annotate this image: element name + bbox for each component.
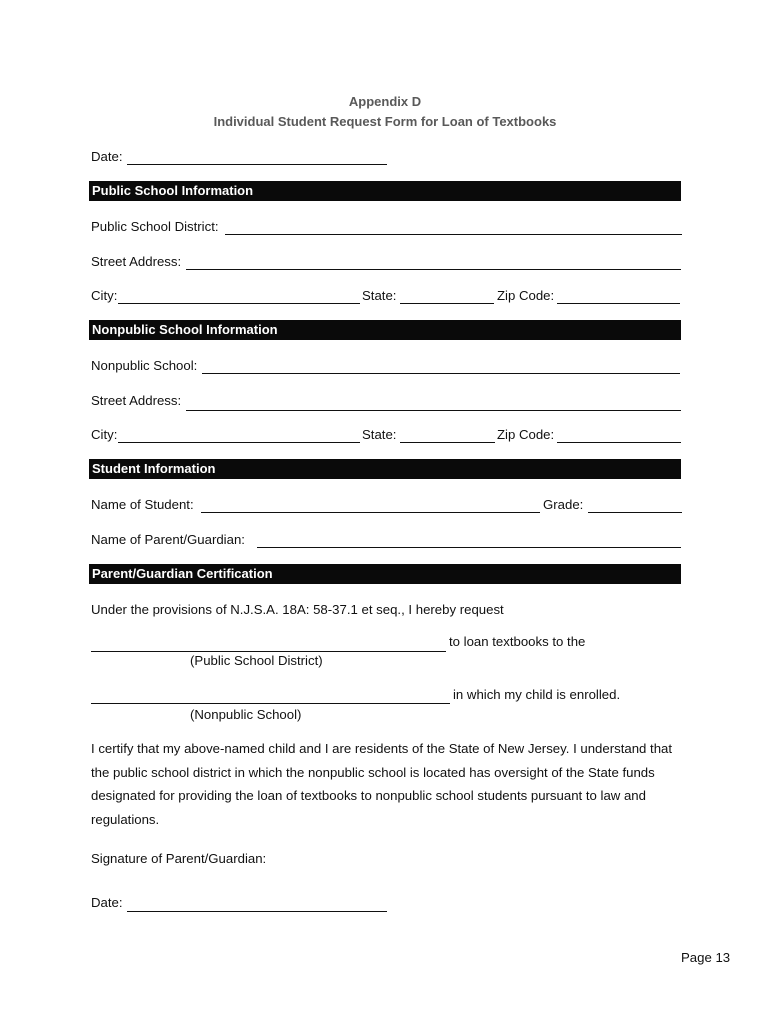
parent-name-label: Name of Parent/Guardian:: [91, 532, 245, 547]
loan-suffix-text: to loan textbooks to the: [449, 634, 586, 649]
nonpublic-school-header: Nonpublic School Information: [89, 320, 681, 340]
student-name-label: Name of Student:: [91, 497, 194, 512]
public-district-caption: (Public School District): [190, 653, 323, 668]
certification-intro: Under the provisions of N.J.S.A. 18A: 58-37.1 et seq., I hereby request: [91, 602, 504, 617]
public-state-field[interactable]: [400, 303, 494, 304]
student-name-field[interactable]: [201, 512, 540, 513]
appendix-title: Appendix D: [348, 94, 422, 109]
public-city-label: City:: [91, 288, 118, 303]
public-zip-field[interactable]: [557, 303, 680, 304]
nonpublic-school-caption: (Nonpublic School): [190, 707, 302, 722]
date-label: Date:: [91, 149, 123, 164]
nonpublic-school-label: Nonpublic School:: [91, 358, 198, 373]
enrolled-suffix-text: in which my child is enrolled.: [453, 687, 621, 702]
nonpublic-zip-field[interactable]: [557, 442, 681, 443]
student-info-header: Student Information: [89, 459, 681, 479]
signature-date-field[interactable]: [127, 911, 387, 912]
nonpublic-street-label: Street Address:: [91, 393, 182, 408]
public-city-field[interactable]: [118, 303, 360, 304]
signature-date-label: Date:: [91, 895, 123, 910]
form-title: Individual Student Request Form for Loan of Textbooks: [213, 114, 557, 129]
grade-label: Grade:: [543, 497, 584, 512]
public-street-label: Street Address:: [91, 254, 182, 269]
nonpublic-street-field[interactable]: [186, 410, 681, 411]
public-state-label: State:: [362, 288, 397, 303]
signature-label: Signature of Parent/Guardian:: [91, 851, 267, 866]
nonpublic-city-field[interactable]: [118, 442, 360, 443]
public-zip-label: Zip Code:: [497, 288, 555, 303]
nonpublic-state-label: State:: [362, 427, 397, 442]
public-street-field[interactable]: [186, 269, 681, 270]
page-number: Page 13: [681, 950, 731, 965]
nonpublic-city-label: City:: [91, 427, 118, 442]
certification-paragraph: I certify that my above-named child and I are residents of the State of New Jersey. I understand that the public school district in which the nonpublic school is located has oversight of the State funds designated for providing the loan of textbooks to nonpublic school students pursuant to law and regulations.: [91, 741, 673, 827]
certification-header: Parent/Guardian Certification: [89, 564, 681, 584]
public-district-request-field[interactable]: [91, 651, 446, 652]
nonpublic-state-field[interactable]: [400, 442, 495, 443]
public-school-header: Public School Information: [89, 181, 681, 201]
grade-field[interactable]: [588, 512, 682, 513]
parent-name-field[interactable]: [257, 547, 681, 548]
nonpublic-school-field[interactable]: [202, 373, 680, 374]
nonpublic-zip-label: Zip Code:: [497, 427, 555, 442]
date-field-line[interactable]: [127, 164, 387, 165]
public-district-field[interactable]: [225, 234, 682, 235]
nonpublic-school-request-field[interactable]: [91, 703, 450, 704]
public-district-label: Public School District:: [91, 219, 219, 234]
